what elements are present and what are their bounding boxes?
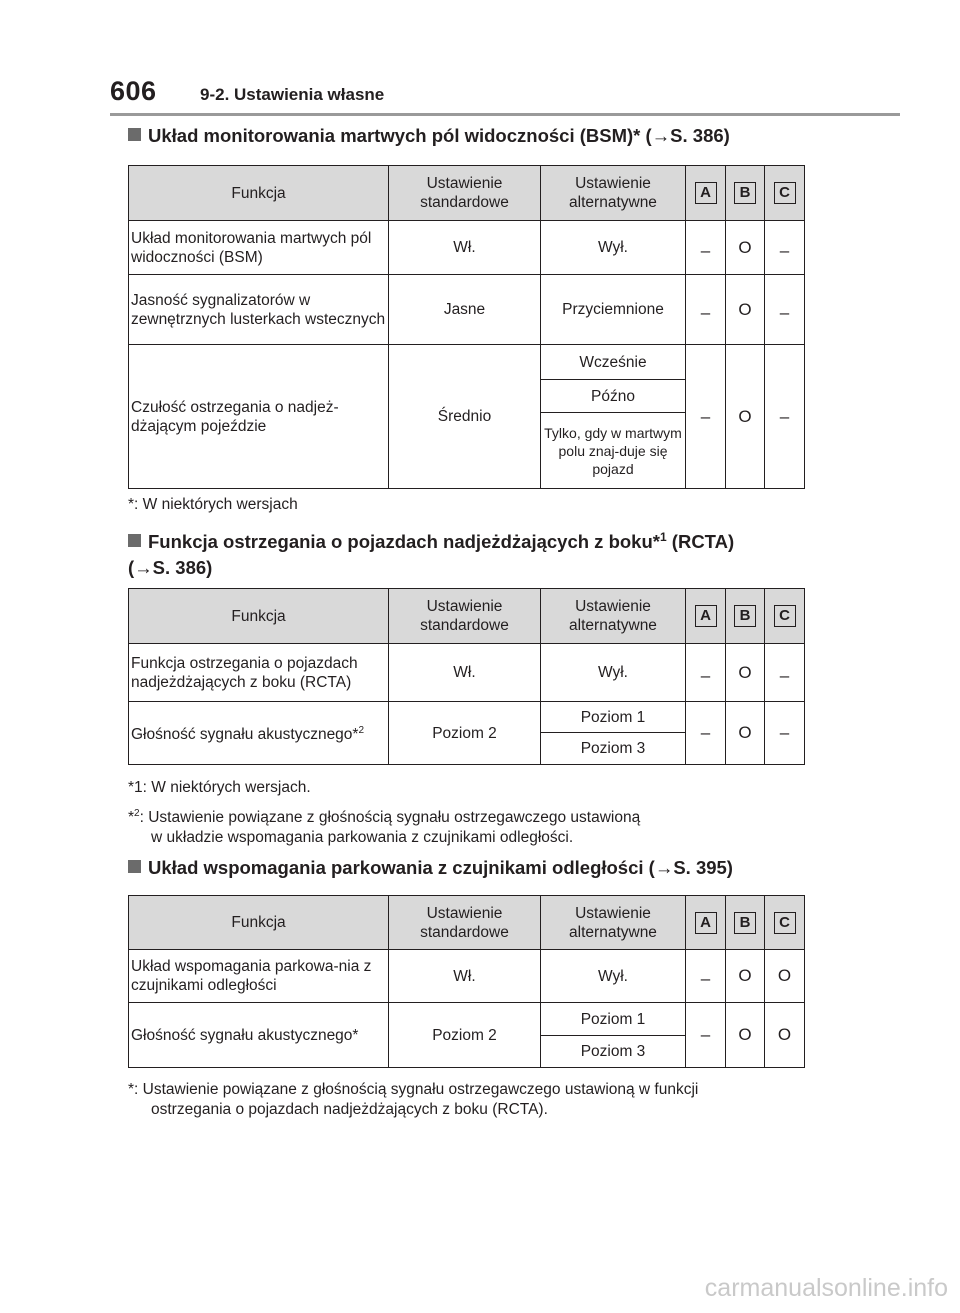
header-b: B (726, 589, 765, 644)
alternative-cell: Poziom 3 (541, 1036, 686, 1068)
footnote: *: Ustawienie powiązane z głośnością sygnału ostrzegawczego ustawioną w funkcji ostrzegania o pojazdach nadjeżdżających z boku (RCTA). (128, 1081, 699, 1118)
table-header-row (129, 896, 805, 950)
default-cell: Średnio (389, 345, 541, 489)
watermark: carmanualsonline.info (704, 1274, 948, 1302)
footnote-1: *1: W niektórych wersjach. (128, 779, 311, 796)
table-row (129, 1003, 805, 1036)
square-bullet-icon (128, 128, 141, 141)
mark-b: O (726, 221, 765, 275)
alternative-cell: Późno (541, 380, 686, 413)
mark-c: – (765, 702, 805, 765)
function-cell: Czułość ostrzegania o nadjeż-dżającym pojeździe (129, 345, 389, 489)
table-row (129, 950, 805, 1003)
alternative-cell: Tylko, gdy w martwym polu znaj-duje się pojazd (541, 413, 686, 489)
mark-a: – (686, 345, 726, 489)
mark-b: O (726, 1003, 765, 1068)
header-function: Funkcja (129, 166, 389, 221)
function-cell: Głośność sygnału akustycznego*$^2$ (129, 702, 389, 765)
mark-c: O (765, 950, 805, 1003)
footnote: *: W niektórych wersjach (128, 496, 298, 513)
default-cell: Wł. (389, 221, 541, 275)
alternative-cell: Wcześnie (541, 345, 686, 380)
mark-a: – (686, 950, 726, 1003)
default-cell: Wł. (389, 644, 541, 702)
header-function: Funkcja (129, 589, 389, 644)
mark-a: – (686, 275, 726, 345)
mark-c: – (765, 221, 805, 275)
chapter-title: 9-2. Ustawienia własne (200, 85, 385, 104)
header-c: C (765, 589, 805, 644)
table-row (129, 644, 805, 702)
header-default: Ustawienie standardowe (389, 896, 541, 950)
header-c: C (765, 166, 805, 221)
header-divider (110, 113, 900, 116)
header-c: C (765, 896, 805, 950)
rcta-settings-table (128, 588, 805, 765)
header-alternative: Ustawienie alternatywne (541, 896, 686, 950)
default-cell: Jasne (389, 275, 541, 345)
header-a: A (686, 896, 726, 950)
header-default: Ustawienie standardowe (389, 589, 541, 644)
function-cell: Funkcja ostrzegania o pojazdach nadjeżdżających z boku (RCTA) (129, 644, 389, 702)
mark-b: O (726, 345, 765, 489)
header-function: Funkcja (129, 896, 389, 950)
section-parking-sensor-title: Układ wspomagania parkowania z czujnikami odległości (→S. 395) (128, 855, 733, 881)
default-cell: Poziom 2 (389, 702, 541, 765)
alternative-cell: Poziom 1 (541, 1003, 686, 1036)
function-cell: Jasność sygnalizatorów w zewnętrznych lusterkach wstecznych (129, 275, 389, 345)
mark-b: O (726, 644, 765, 702)
function-cell: Układ wspomagania parkowa-nia z czujnikami odległości (129, 950, 389, 1003)
header-b: B (726, 166, 765, 221)
parking-sensor-settings-table (128, 895, 805, 1068)
bsm-settings-table (128, 165, 805, 489)
table-row (129, 221, 805, 275)
mark-a: – (686, 644, 726, 702)
alternative-cell: Wył. (541, 950, 686, 1003)
mark-b: O (726, 950, 765, 1003)
table-row (129, 702, 805, 733)
mark-a: – (686, 702, 726, 765)
default-cell: Wł. (389, 950, 541, 1003)
mark-a: – (686, 1003, 726, 1068)
mark-b: O (726, 275, 765, 345)
table-row (129, 345, 805, 380)
header-alternative: Ustawienie alternatywne (541, 589, 686, 644)
square-bullet-icon (128, 534, 141, 547)
header-default: Ustawienie standardowe (389, 166, 541, 221)
page-number: 606 (110, 76, 157, 106)
table-row (129, 275, 805, 345)
section-bsm-title: Układ monitorowania martwych pól widoczności (BSM)* (→S. 386) (128, 123, 730, 149)
alternative-cell: Wył. (541, 221, 686, 275)
header-a: A (686, 166, 726, 221)
alternative-cell: Przyciemnione (541, 275, 686, 345)
function-cell: Układ monitorowania martwych pól widoczności (BSM) (129, 221, 389, 275)
alternative-cell: Poziom 3 (541, 733, 686, 765)
alternative-cell: Wył. (541, 644, 686, 702)
default-cell: Poziom 2 (389, 1003, 541, 1068)
table-header-row (129, 166, 805, 221)
section-rcta-title: Funkcja ostrzegania o pojazdach nadjeżdżających z boku*$^1$ (RCTA) (→S. 386) (128, 530, 735, 579)
function-cell: Głośność sygnału akustycznego* (129, 1003, 389, 1068)
header-a: A (686, 589, 726, 644)
mark-c: – (765, 644, 805, 702)
footnote-2: *$^2$: Ustawienie powiązane z głośnością sygnału ostrzegawczego ustawioną w układzie wspomagania parkowania z czujnikami odległości. (128, 808, 641, 847)
table-header-row (129, 589, 805, 644)
mark-c: – (765, 345, 805, 489)
alternative-cell: Poziom 1 (541, 702, 686, 733)
header-alternative: Ustawienie alternatywne (541, 166, 686, 221)
square-bullet-icon (128, 860, 141, 873)
mark-c: – (765, 275, 805, 345)
mark-c: O (765, 1003, 805, 1068)
header-b: B (726, 896, 765, 950)
mark-a: – (686, 221, 726, 275)
mark-b: O (726, 702, 765, 765)
